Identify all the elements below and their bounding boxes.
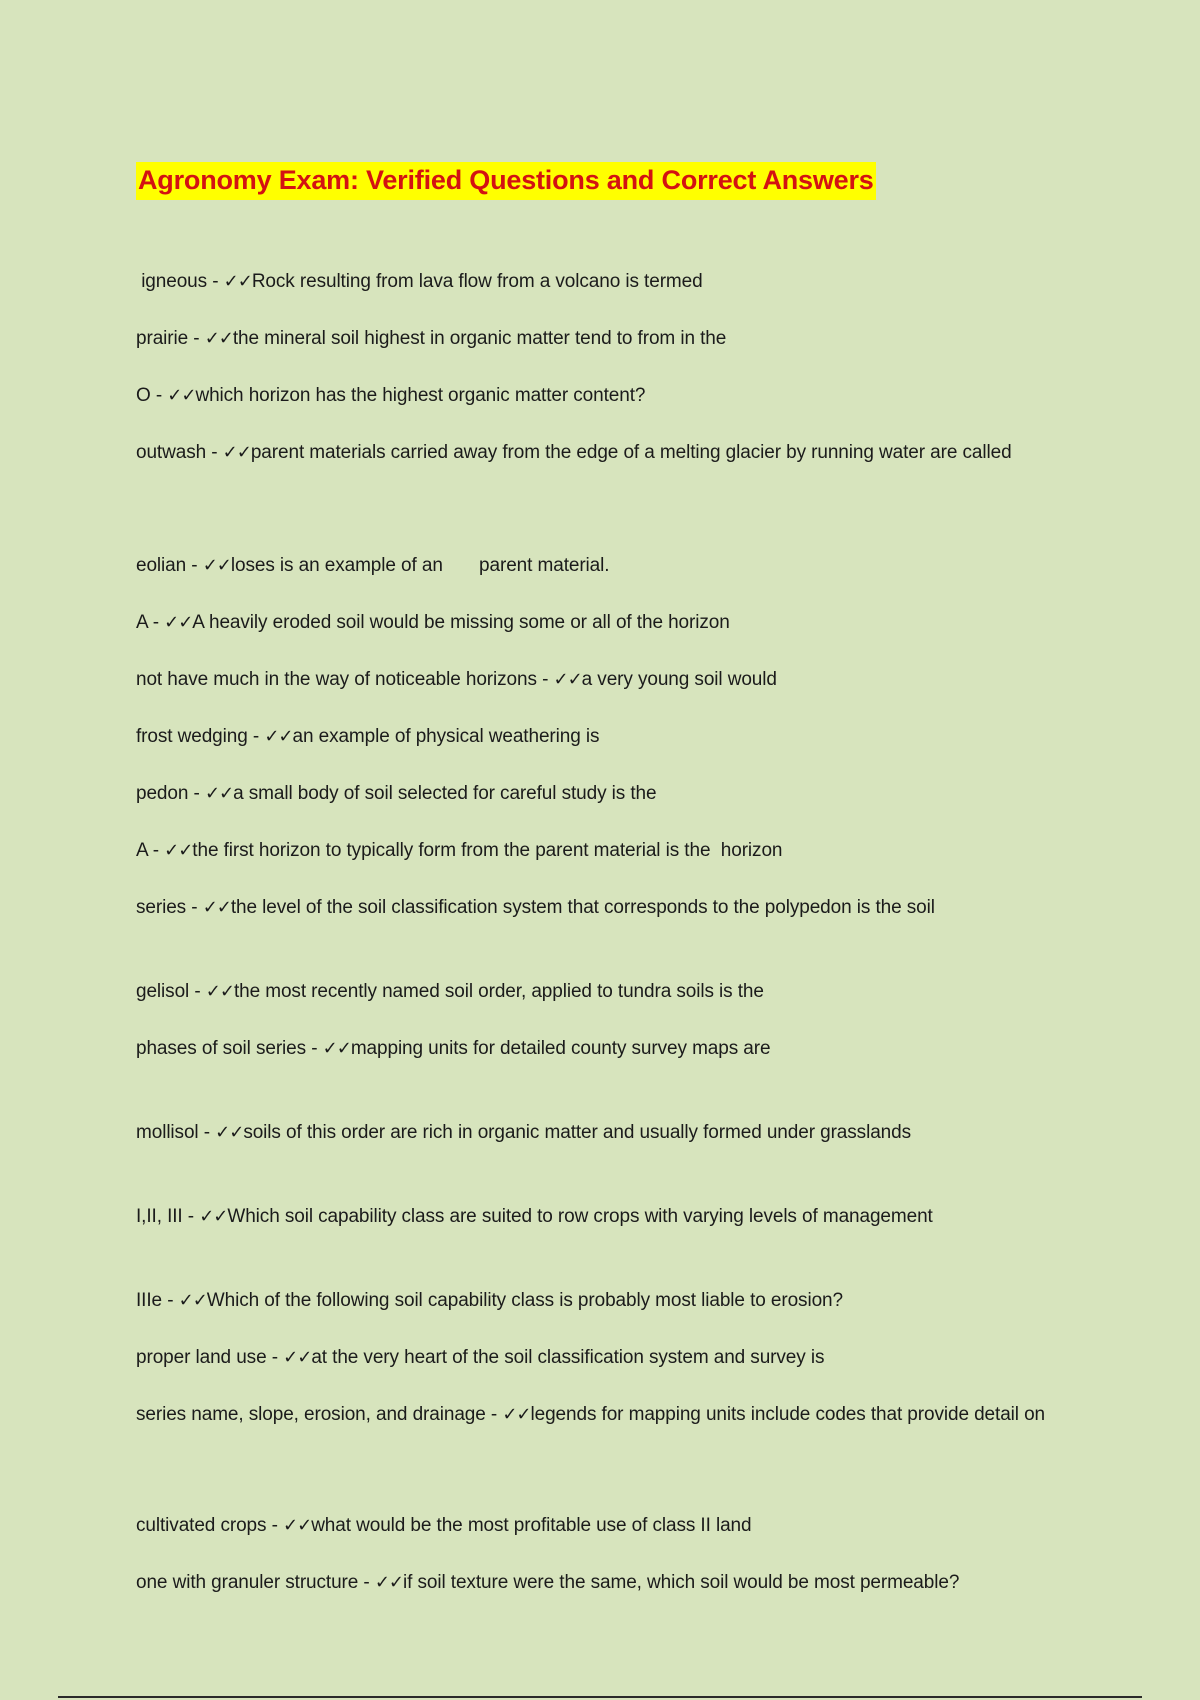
qa-item (136, 1569, 1066, 1596)
question-text: Rock resulting from lava flow from a volcano is termed (251, 271, 703, 292)
separator: - (186, 897, 203, 918)
double-check-icon: ✓✓ (283, 1515, 312, 1536)
question-text: the level of the soil classification system that corresponds to the polypedon is the soil (230, 897, 935, 918)
answer-text: eolian (136, 555, 187, 576)
double-check-icon: ✓✓ (164, 840, 193, 861)
qa-item (136, 1119, 1066, 1146)
answer-text: proper land use (136, 1347, 267, 1368)
question-text: the first horizon to typically form from the parent material is the horizon (192, 840, 783, 861)
separator: - (266, 1347, 284, 1368)
question-text: an example of physical weathering is (292, 726, 600, 747)
double-check-icon: ✓✓ (502, 1404, 531, 1425)
footer-divider (58, 1696, 1142, 1698)
answer-text: prairie (136, 328, 189, 349)
answer-text: outwash (136, 442, 207, 463)
qa-item (136, 609, 1066, 636)
qa-item (136, 439, 1066, 466)
qa-item (136, 1344, 1066, 1371)
answer-text: series (136, 897, 187, 918)
separator: - (207, 271, 224, 292)
qa-item (136, 1287, 1066, 1314)
question-text: A heavily eroded soil would be missing some or all of the horizon (192, 612, 730, 633)
qa-item (136, 894, 1066, 921)
question-text: a very young soil would (581, 669, 777, 690)
qa-item (136, 780, 1066, 807)
question-text: a small body of soil selected for careful study is the (233, 783, 657, 804)
double-check-icon: ✓✓ (223, 271, 252, 292)
double-check-icon: ✓✓ (202, 897, 231, 918)
double-check-icon: ✓✓ (204, 328, 233, 349)
double-check-icon: ✓✓ (283, 1347, 312, 1368)
answer-text: series name, slope, erosion, and drainage (136, 1404, 486, 1425)
separator: - (147, 840, 165, 861)
separator: - (266, 1515, 284, 1536)
double-check-icon: ✓✓ (199, 1206, 228, 1227)
question-text: the most recently named soil order, applied to tundra soils is the (233, 981, 764, 1002)
double-check-icon: ✓✓ (374, 1572, 404, 1593)
qa-item (136, 1035, 1066, 1062)
qa-item (136, 978, 1066, 1005)
double-check-icon: ✓✓ (205, 981, 234, 1002)
separator: - (189, 981, 206, 1002)
question-text: which horizon has the highest organic matter content? (195, 385, 646, 406)
separator: - (188, 328, 205, 349)
answer-text: not have much in the way of noticeable horizons (136, 669, 537, 690)
answer-text: I,II, III (136, 1206, 183, 1227)
qa-item (136, 325, 1066, 352)
question-text: mapping units for detailed county survey maps are (350, 1038, 771, 1059)
qa-item (136, 1512, 1066, 1539)
answer-text: O (136, 385, 151, 406)
question-text: parent materials carried away from the edge of a melting glacier by running water are called (250, 442, 1012, 463)
question-text: if soil texture were the same, which soil would be most permeable? (403, 1572, 960, 1593)
qa-item (136, 268, 1066, 295)
separator: - (182, 1206, 200, 1227)
answer-text: one with granuler structure (136, 1572, 359, 1593)
qa-item (136, 723, 1066, 750)
question-text: legends for mapping units include codes that provide detail on (530, 1404, 1046, 1425)
separator: - (198, 1122, 216, 1143)
qa-item (136, 382, 1066, 409)
qa-item (136, 552, 1066, 579)
qa-item (136, 1203, 1066, 1230)
separator: - (536, 669, 554, 690)
qa-item (136, 666, 1066, 693)
double-check-icon: ✓✓ (322, 1038, 351, 1059)
question-text: soils of this order are rich in organic matter and usually formed under grasslands (243, 1122, 911, 1143)
answer-text: phases of soil series (136, 1038, 307, 1059)
answer-text: cultivated crops (136, 1515, 267, 1536)
answer-text: mollisol (136, 1122, 199, 1143)
question-text: at the very heart of the soil classification system and survey is (311, 1347, 825, 1368)
separator: - (358, 1572, 375, 1593)
separator: - (247, 726, 265, 747)
separator: - (147, 612, 165, 633)
double-check-icon: ✓✓ (222, 442, 251, 463)
separator: - (186, 555, 203, 576)
qa-item (136, 837, 1066, 864)
answer-text: gelisol (136, 981, 190, 1002)
answer-text: pedon (136, 783, 189, 804)
double-check-icon: ✓✓ (204, 783, 234, 804)
separator: - (188, 783, 205, 804)
answer-text: IIIe (136, 1290, 163, 1311)
double-check-icon: ✓✓ (164, 612, 193, 633)
double-check-icon: ✓✓ (202, 555, 231, 576)
answer-text: A (136, 612, 148, 633)
double-check-icon: ✓✓ (553, 669, 582, 690)
answer-text: A (136, 840, 148, 861)
double-check-icon: ✓✓ (178, 1290, 207, 1311)
answer-text: frost wedging (136, 726, 248, 747)
separator: - (162, 1290, 179, 1311)
page-title: Agronomy Exam: Verified Questions and Correct Answers (136, 162, 876, 200)
answer-text: igneous (136, 271, 208, 292)
qa-item (136, 1401, 1066, 1428)
separator: - (150, 385, 168, 406)
question-text: Which soil capability class are suited to row crops with varying levels of management (227, 1206, 933, 1227)
question-text: the mineral soil highest in organic matter tend to from in the (232, 328, 727, 349)
separator: - (306, 1038, 323, 1059)
question-text: what would be the most profitable use of class II land (311, 1515, 752, 1536)
separator: - (485, 1404, 503, 1425)
double-check-icon: ✓✓ (264, 726, 293, 747)
question-text: loses is an example of an parent material. (230, 555, 610, 576)
double-check-icon: ✓✓ (167, 385, 196, 406)
separator: - (206, 442, 223, 463)
double-check-icon: ✓✓ (215, 1122, 244, 1143)
question-text: Which of the following soil capability class is probably most liable to erosion? (206, 1290, 843, 1311)
